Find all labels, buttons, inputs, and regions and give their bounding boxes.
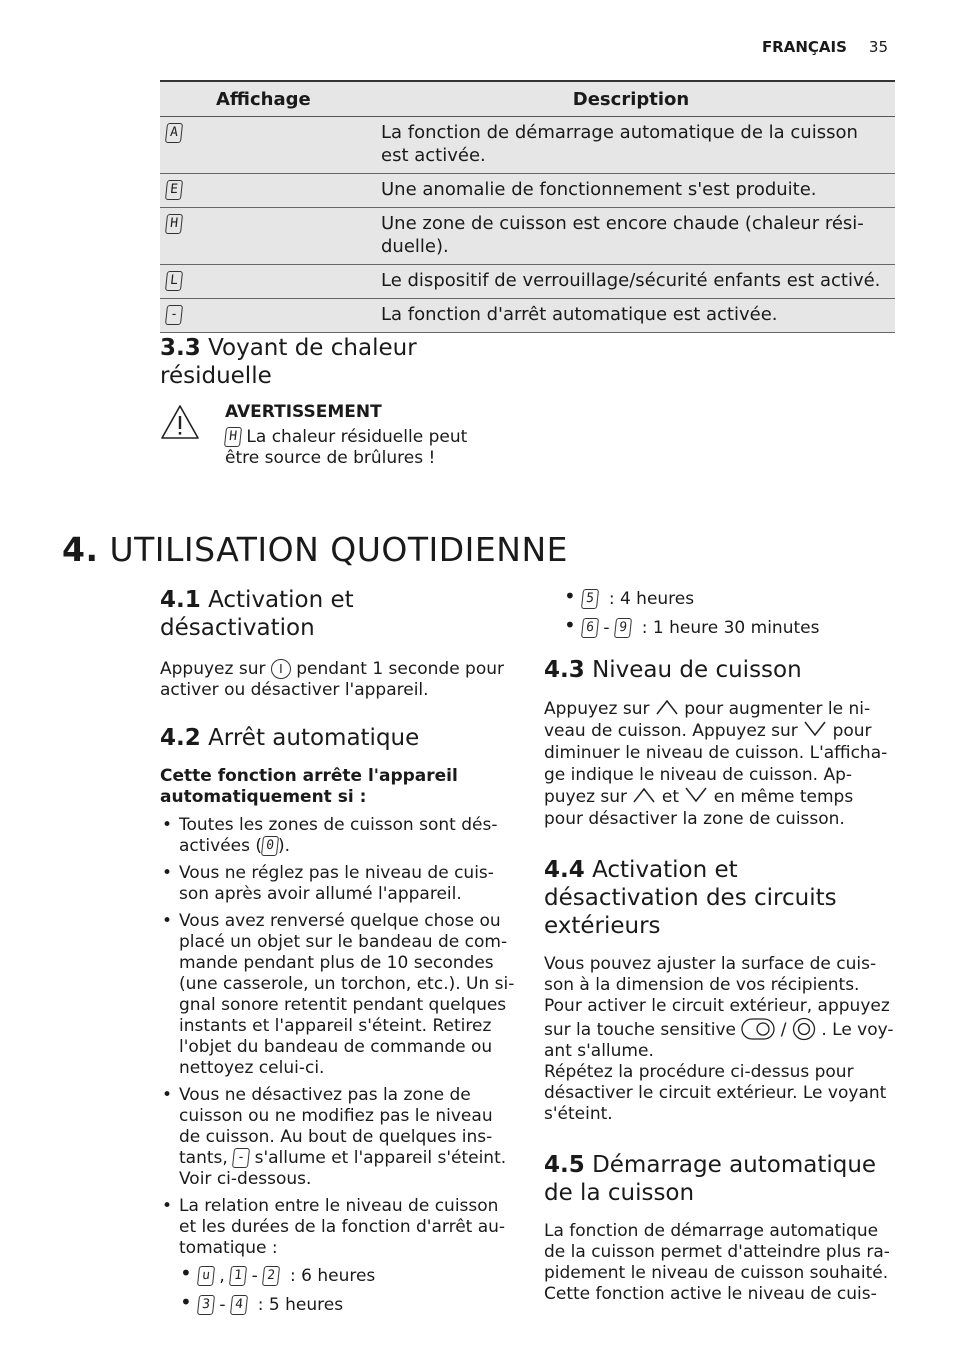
display-a-icon: A bbox=[165, 123, 183, 143]
section-4-3-heading: 4.3 Niveau de cuisson bbox=[544, 657, 802, 683]
row-description: La fonction de démarrage automatique de la cuisson est activée. bbox=[367, 117, 895, 174]
display-5-icon: 5 bbox=[581, 589, 599, 609]
on-off-icon: I bbox=[271, 659, 291, 679]
chapter-title: 4. UTILISATION QUOTIDIENNE bbox=[62, 530, 568, 569]
page-number: 35 bbox=[868, 38, 888, 56]
section-4-1-heading: 4.1 Activation et désactivation bbox=[160, 587, 354, 641]
display-9-icon: 9 bbox=[614, 618, 632, 638]
warning-text: La chaleur résiduelle peut être source de brûlures ! bbox=[225, 427, 468, 468]
duration-list bbox=[180, 1265, 515, 1316]
list-item: • 5 : 4 heures bbox=[564, 588, 896, 610]
row-description: Une anomalie de fonctionnement s'est produite. bbox=[367, 174, 895, 208]
section-4-4-text-2: Répétez la procédure ci-dessus pour désactiver le circuit extérieur. Le voyant s'éteint. bbox=[544, 1062, 887, 1124]
chevron-up-icon bbox=[655, 699, 679, 715]
display-2-icon: 2 bbox=[262, 1266, 280, 1286]
row-description: Le dispositif de verrouillage/sécurité enfants est activé. bbox=[367, 265, 895, 299]
display-4-icon: 4 bbox=[230, 1295, 248, 1315]
list-item: • Vous ne désactivez pas la zone de cuisson ou ne modifiez pas le niveau de cuisson. Au bout de quelques ins-tants, - s'allume et l'appareil s'éteint. Voir ci-dessous. bbox=[160, 1085, 515, 1190]
duration-list-cont bbox=[564, 588, 896, 639]
chevron-down-icon bbox=[803, 721, 827, 737]
page-header bbox=[762, 38, 888, 56]
col-header-display: Affichage bbox=[160, 81, 367, 117]
list-item: • 6 - 9 : 1 heure 30 minutes bbox=[564, 617, 896, 639]
warning-title: AVERTISSEMENT bbox=[225, 402, 382, 422]
section-4-2-lead: Cette fonction arrête l'appareil automatiquement si : bbox=[160, 766, 458, 807]
display-l-icon: L bbox=[165, 271, 183, 291]
section-4-5-text: La fonction de démarrage automatique de la cuisson permet d'atteindre plus ra-pidement le niveau de cuisson souhaité. Cette fonction active le niveau de cuis- bbox=[544, 1221, 890, 1304]
chevron-up-icon bbox=[632, 787, 656, 803]
table-row bbox=[160, 265, 895, 299]
display-h-icon: H bbox=[224, 427, 242, 447]
list-item: • 3 - 4 : 5 heures bbox=[180, 1294, 515, 1316]
section-4-4-text: Vous pouvez ajuster la surface de cuis-son à la dimension de vos récipients. Pour activer le circuit extérieur, appuyez sur la touche sensitive / . Le voy-ant s'allume. bbox=[544, 954, 894, 1061]
list-item: • La relation entre le niveau de cuisson et les durées de la fonction d'arrêt au-tomatique : bbox=[160, 1196, 515, 1259]
table-row bbox=[160, 208, 895, 265]
auto-off-list bbox=[160, 815, 515, 1259]
list-item: • u , 1 - 2 : 6 heures bbox=[180, 1265, 515, 1287]
row-description: Une zone de cuisson est encore chaude (chaleur rési-duelle). bbox=[367, 208, 895, 265]
left-column bbox=[160, 586, 515, 1323]
list-item: • Vous ne réglez pas le niveau de cuis-son après avoir allumé l'appareil. bbox=[160, 863, 515, 905]
display-3-icon: 3 bbox=[197, 1295, 215, 1315]
display-e-icon: E bbox=[165, 180, 183, 200]
section-4-4-heading: 4.4 Activation et désactivation des circuits extérieurs bbox=[544, 857, 837, 939]
display-table bbox=[160, 80, 895, 333]
chevron-down-icon bbox=[684, 787, 708, 803]
display-dash-icon: - bbox=[232, 1148, 250, 1168]
language-label: FRANÇAIS bbox=[761, 38, 847, 56]
display-u-icon: u bbox=[197, 1266, 215, 1286]
section-4-3-text: Appuyez sur pour augmenter le ni-veau de cuisson. Appuyez sur pour diminuer le niveau de cuisson. L'afficha-ge indique le niveau de cuisson. Ap-puyez sur et en même temps pour désactiver la zone de cuisson. bbox=[544, 699, 888, 829]
display-1-icon: 1 bbox=[229, 1266, 247, 1286]
table-row bbox=[160, 299, 895, 333]
list-item: • Vous avez renversé quelque chose ou placé un objet sur le bandeau de com-mande pendant plus de 10 secondes (une casserole, un torchon, etc.). Un si-gnal sonore retentit pendant quelques instants et l'appareil s'éteint. Retirez l'objet du bandeau de commande ou nettoyez celui-ci. bbox=[160, 911, 515, 1079]
right-column bbox=[544, 588, 896, 1305]
display-zero-icon: 0 bbox=[261, 836, 279, 856]
table-row bbox=[160, 117, 895, 174]
section-4-5-heading: 4.5 Démarrage automatique de la cuisson bbox=[544, 1152, 877, 1206]
section-4-2-heading: 4.2 Arrêt automatique bbox=[160, 725, 420, 751]
row-description: La fonction d'arrêt automatique est activée. bbox=[367, 299, 895, 333]
col-header-description: Description bbox=[367, 81, 895, 117]
display-h-icon: H bbox=[165, 214, 183, 234]
section-3-3-heading: 3.3 Voyant de chaleur résiduelle bbox=[160, 335, 417, 389]
section-4-1-text: Appuyez sur I pendant 1 seconde pour activer ou désactiver l'appareil. bbox=[160, 659, 505, 700]
dual-zone-round-icon bbox=[792, 1017, 816, 1041]
warning-icon bbox=[160, 404, 200, 440]
display-6-icon: 6 bbox=[581, 618, 599, 638]
warning-box bbox=[225, 402, 495, 469]
dual-zone-oval-icon bbox=[741, 1018, 775, 1040]
display-dash-icon: - bbox=[165, 305, 183, 325]
list-item: • Toutes les zones de cuisson sont dés-activées ( 0 ). bbox=[160, 815, 515, 857]
table-row bbox=[160, 174, 895, 208]
